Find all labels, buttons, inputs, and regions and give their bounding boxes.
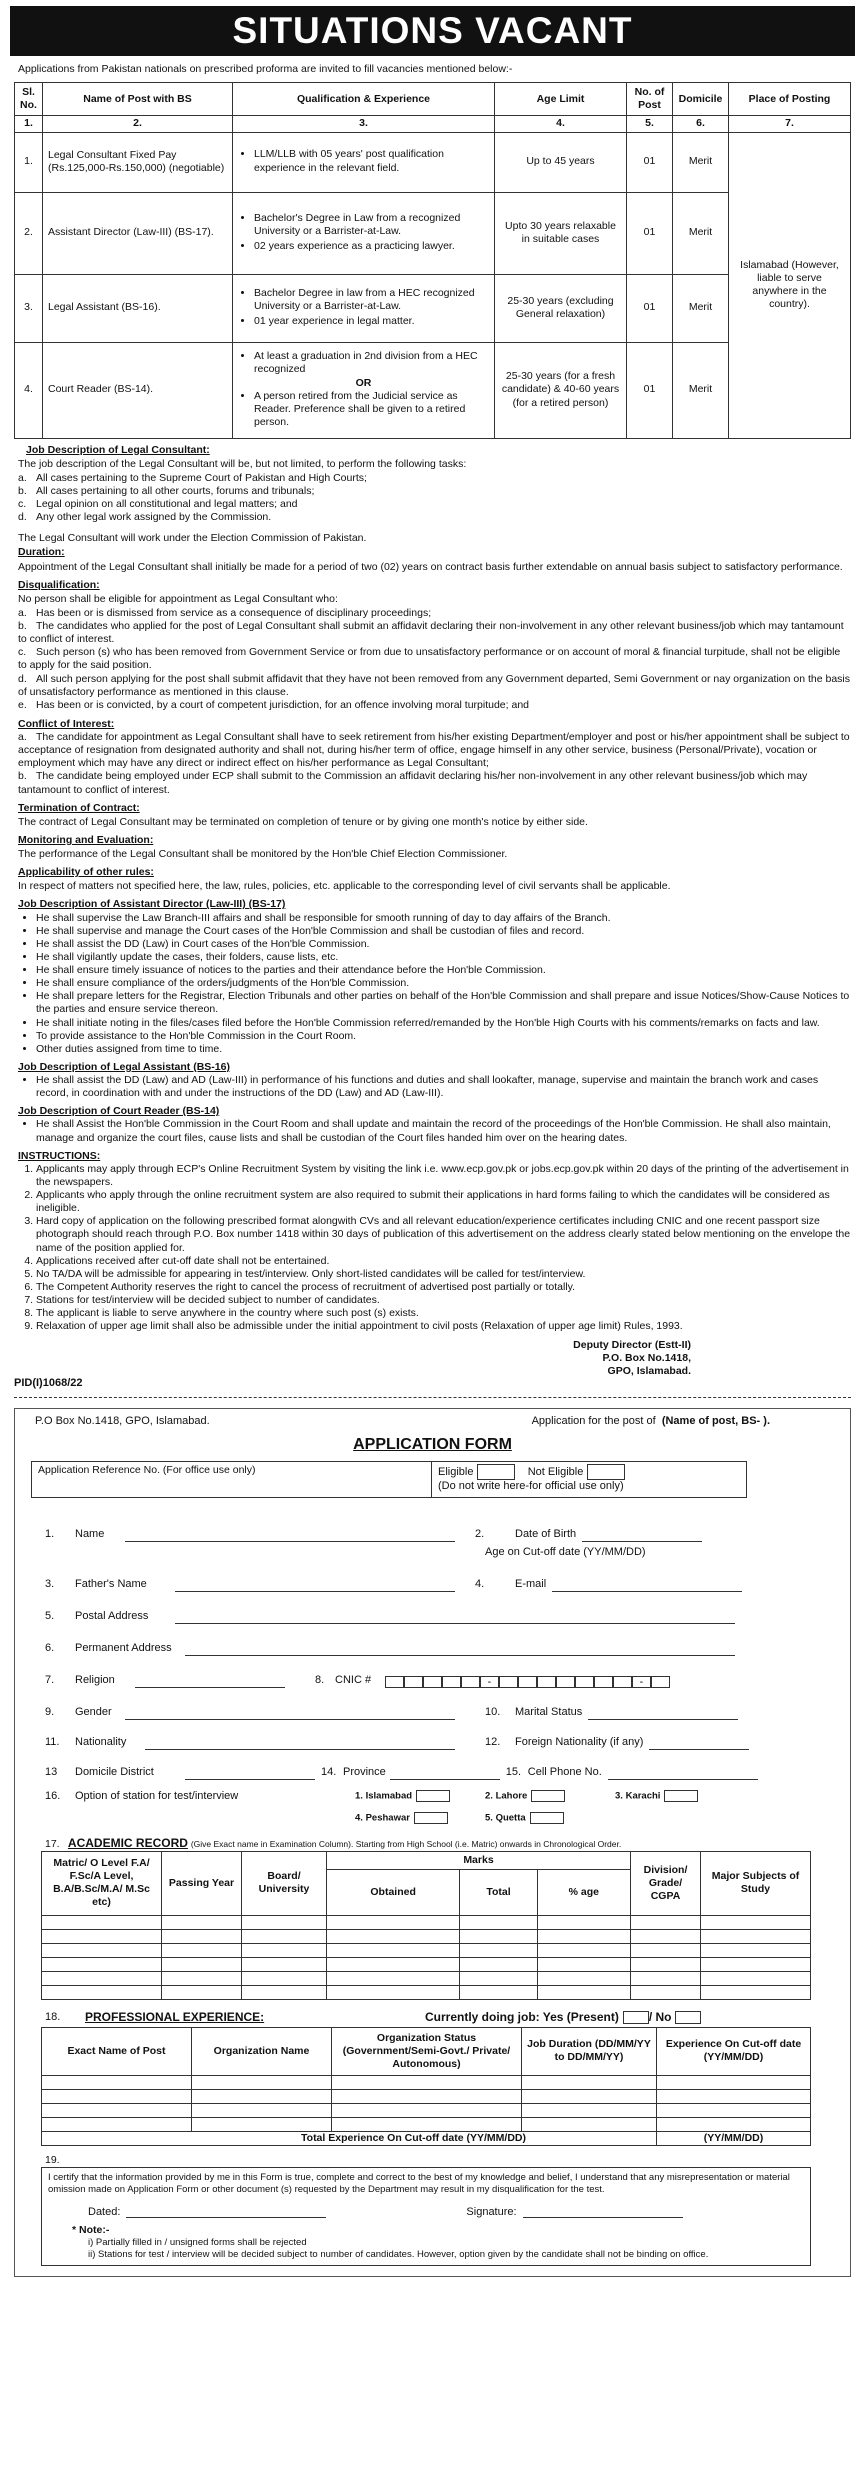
paragraph: The contract of Legal Consultant may be terminated on completion of tenure or by giving one month's notice by either side.: [18, 815, 588, 828]
professional-title: PROFESSIONAL EXPERIENCE:: [85, 2009, 265, 2024]
personal-fields: [25, 1510, 840, 1830]
academic-header: Obtained: [327, 1869, 460, 1915]
section-heading: Duration:: [18, 546, 65, 559]
gender-field[interactable]: [125, 1708, 455, 1720]
paragraph: In respect of matters not specified here, the law, rules, policies, etc. applicable to the corresponding level of civil servants shall be applicable.: [18, 880, 671, 893]
header-posting: Place of Posting: [729, 83, 851, 116]
cell-post: Legal Assistant (BS-16).: [43, 274, 233, 342]
qual-item: • At least a graduation in 2nd division from a HEC recognized: [254, 350, 489, 376]
academic-note: (Give Exact name in Examination Column). Starting from High School (i.e. Matric) onwards in Chronological Order.: [190, 1838, 622, 1849]
total-experience-field[interactable]: (YY/MM/DD): [657, 2131, 811, 2145]
permanent-address-field[interactable]: [185, 1644, 735, 1656]
postal-address-label: Postal Address: [75, 1609, 149, 1622]
cell-sl: 2.: [15, 192, 43, 274]
name-label: Name: [75, 1527, 105, 1540]
table-row[interactable]: [42, 2117, 811, 2131]
form-title: APPLICATION FORM: [353, 1435, 512, 1453]
dob-field[interactable]: [582, 1530, 702, 1542]
cnic-digit-box[interactable]: [575, 1676, 594, 1688]
list-item: • He shall prepare letters for the Registrar, Election Tribunals and other parties on behalf of the Hon'ble Commission and shall prepare and issue Notices/Show-Cause Notices to the parties and ensure service thereon.: [36, 990, 851, 1016]
qual-item: • LLM/LLB with 05 years' post qualification experience in the relevant field.: [254, 148, 489, 174]
paragraph: Appointment of the Legal Consultant shall initially be made for a period of two (02) years on contract basis further extendable on annual basis subject to satisfactory performance.: [18, 560, 843, 573]
qual-item: • Bachelor's Degree in Law from a recognized University or a Barrister-at-Law.: [254, 212, 489, 238]
office-use-box: [31, 1461, 747, 1498]
academic-header: Major Subjects of Study: [701, 1851, 811, 1915]
field-number: 7.: [45, 1673, 55, 1686]
list-item: b. The candidate being employed under ECP shall submit to the Commission an affidavit declaring his/her non-involvement in any other relevant business/job which may tantamount to conflict of interest.: [18, 770, 808, 796]
cnic-digit-box[interactable]: [404, 1676, 423, 1688]
section-heading: INSTRUCTIONS:: [18, 1149, 101, 1162]
field-number: 2.: [475, 1527, 485, 1540]
cell-qual: [233, 342, 495, 438]
field-number: 13: [45, 1765, 58, 1778]
cell-post: Court Reader (BS-14).: [43, 342, 233, 438]
professional-section-title: 18. PROFESSIONAL EXPERIENCE: Currently doing job: Yes (Present) / No: [25, 2010, 840, 2025]
table-row: [15, 132, 851, 192]
list-item: b. The candidates who applied for the post of Legal Consultant shall submit an affidavit declaring their non-involvement in any other relevant business/job which may tantamount to conflict of interest.: [18, 620, 844, 646]
station-option[interactable]: 2. Lahore: [485, 1790, 615, 1808]
cnic-digit-box[interactable]: [385, 1676, 404, 1688]
foreign-nationality-field[interactable]: [649, 1738, 749, 1750]
office-note: (Do not write here-for official use only): [438, 1480, 624, 1493]
religion-label: Religion: [75, 1673, 115, 1686]
qual-or: OR: [355, 376, 372, 389]
vacancy-table: [14, 82, 851, 438]
professional-header: Organization Status (Government/Semi-Govt./ Private/ Autonomous): [332, 2027, 522, 2075]
qual-item: • A person retired from the Judicial service as Reader. Preference shall be given to a retired person.: [254, 390, 489, 429]
page-title: SITUATIONS VACANT: [10, 6, 855, 56]
professional-table: [41, 2027, 811, 2146]
list-item: c. Such person (s) who has been removed from Government Service or from due to unsatisfactory performance or on account of moral & financial turpitude, shall not be eligible to apply for the said position.: [18, 646, 841, 672]
table-row: [15, 342, 851, 438]
cell-domicile: Merit: [673, 132, 729, 192]
list-item: e. Has been or is convicted, by a court of competent jurisdiction, for an offence involving moral turpitude; and: [18, 698, 529, 711]
field-number: 16.: [45, 1789, 61, 1802]
intro-text: Applications from Pakistan nationals on prescribed proforma are invited to fill vacancies mentioned below:-: [18, 63, 513, 75]
cnic-digit-box[interactable]: [461, 1676, 480, 1688]
list-item: d. Any other legal work assigned by the Commission.: [18, 511, 272, 524]
section-heading: Job Description of Court Reader (BS-14): [18, 1105, 220, 1118]
cell-age: 25-30 years (for a fresh candidate) & 40-60 years (for a retired person): [495, 342, 627, 438]
list-item: d. All such person applying for the post shall submit affidavit that they have not been removed from any Government departed, Semi Government or nay organization on the basis of unsatisfactory performance as mentioned in this clause.: [18, 672, 851, 698]
marital-status-field[interactable]: [588, 1708, 738, 1720]
list-item: a. The candidate for appointment as Legal Consultant shall have to seek retirement from his/her existing Department/employer and post or his/her appointment shall be subject to acceptance of resignation from designated authority and shall not, during his/her term of office, engage himself in any other service, business (Personal/Private), vocation or employment which may have any direct or indirect effect on his/her performance as Legal Consultant;: [18, 731, 850, 770]
cnic-digit-box[interactable]: [613, 1676, 632, 1688]
col-number: 2.: [43, 116, 233, 132]
qual-item: • Bachelor Degree in law from a HEC recognized University or a Barrister-at-Law.: [254, 287, 489, 313]
dob-label: Date of Birth: [515, 1527, 577, 1540]
cell-sl: 1.: [15, 132, 43, 192]
form-post-hint: (Name of post, BS- ).: [661, 1414, 770, 1427]
academic-header: Passing Year: [162, 1851, 242, 1915]
declaration-box: [41, 2167, 811, 2265]
station-option[interactable]: 1. Islamabad: [355, 1790, 485, 1808]
list-item: 7. Stations for test/interview will be decided subject to number of candidates.: [36, 1294, 851, 1307]
nationality-field[interactable]: [145, 1738, 455, 1750]
table-row: [15, 274, 851, 342]
declaration-text: I certify that the information provided by me in this Form is true, complete and correct to the best of my knowledge and belief, I understand that any misrepresentation or material omission made on Application Form or other document (s) requested by the Department may result in my disqualification for the test.: [48, 2172, 790, 2196]
email-field[interactable]: [552, 1580, 742, 1592]
cell-posts: 01: [627, 342, 673, 438]
list-item: • Other duties assigned from time to time.: [36, 1043, 851, 1056]
cell-qual: [233, 274, 495, 342]
list-item: • He shall vigilantly update the cases, their folders, cause lists, etc.: [36, 951, 851, 964]
paragraph: The Legal Consultant will work under the Election Commission of Pakistan.: [18, 532, 367, 545]
cell-posts: 01: [627, 192, 673, 274]
table-row[interactable]: [42, 1985, 811, 1999]
not-eligible-box[interactable]: [587, 1464, 625, 1480]
academic-table: [41, 1851, 811, 2000]
col-number: 4.: [495, 116, 627, 132]
field-number: 5.: [45, 1609, 55, 1622]
list-item: a. Has been or is dismissed from service as a consequence of disciplinary proceedings;: [18, 606, 432, 619]
cr-duty-list: [18, 1118, 851, 1144]
paragraph: The job description of the Legal Consultant will be, but not limited, to perform the following tasks:: [18, 457, 467, 470]
professional-header: Experience On Cut-off date (YY/MM/DD): [657, 2027, 811, 2075]
province-label: Province: [343, 1765, 386, 1778]
note-label: * Note:-: [72, 2223, 110, 2236]
list-item: • To provide assistance to the Hon'ble Commission in the Court Room.: [36, 1030, 851, 1043]
list-item: • He shall assist the DD (Law) and AD (Law-III) in performance of his functions and duties and shall lookafter, manage, supervise and maintain the branch work and cases record, in coordination with and under the instructions of the DD (Law) and AD (Law-III).: [36, 1074, 851, 1100]
province-field[interactable]: [390, 1768, 500, 1780]
list-item: • He shall supervise the Law Branch-III affairs and shall be responsible for smooth running of day to day affairs of the Branch.: [36, 912, 851, 925]
total-experience-label: Total Experience On Cut-off date (YY/MM/DD): [42, 2131, 657, 2145]
cell-post: Assistant Director (Law-III) (BS-17).: [43, 192, 233, 274]
table-row[interactable]: [42, 2089, 811, 2103]
note-item: i) Partially filled in / unsigned forms shall be rejected: [88, 2236, 307, 2248]
age-cutoff-label: Age on Cut-off date (YY/MM/DD): [485, 1545, 646, 1558]
header-sl: Sl. No.: [15, 83, 43, 116]
field-number: 12.: [485, 1735, 501, 1748]
list-item: • He shall supervise and manage the Court cases of the Hon'ble Commission and shall be custodian of files and record.: [36, 925, 851, 938]
ad-duty-list: [18, 912, 851, 1056]
cell-posts: 01: [627, 274, 673, 342]
no-box[interactable]: [675, 2011, 701, 2024]
field-number: 4.: [475, 1577, 485, 1590]
field-number: 10.: [485, 1705, 501, 1718]
not-eligible-label: Not Eligible: [527, 1466, 584, 1479]
cell-sl: 4.: [15, 342, 43, 438]
cell-domicile: Merit: [673, 192, 729, 274]
signatory-line: GPO, Islamabad.: [607, 1364, 691, 1377]
table-row[interactable]: [42, 1943, 811, 1957]
station-option[interactable]: 3. Karachi: [615, 1790, 745, 1808]
list-item: 5. No TA/DA will be admissible for appearing in test/interview. Only short-listed candidates will be called for test/interview.: [36, 1268, 851, 1281]
list-item: b. All cases pertaining to all other courts, forums and tribunals;: [18, 484, 315, 497]
field-number: 15.: [505, 1765, 522, 1778]
section-heading: Applicability of other rules:: [18, 866, 154, 879]
cell-sl: 3.: [15, 274, 43, 342]
cnic-digit-box[interactable]: [499, 1676, 518, 1688]
table-row[interactable]: [42, 1957, 811, 1971]
list-item: • He shall Assist the Hon'ble Commission in the Court Room and shall update and maintain the record of the proceedings of the Hon'ble Commission. He shall also maintain, manage and organize the court files, cause lists and shall be custodian of the Court files handed him over on the hearing dates.: [36, 1118, 851, 1144]
table-row[interactable]: [42, 1929, 811, 1943]
yes-box[interactable]: [623, 2011, 649, 2024]
cell-age: Upto 30 years relaxable in suitable cases: [495, 192, 627, 274]
list-item: 1. Applicants may apply through ECP's Online Recruitment System by visiting the link i.e. www.ecp.gov.pk or jobs.ecp.gov.pk within 20 days of the printing of the advertisement in the newspapers.: [36, 1163, 851, 1189]
col-number: 1.: [15, 116, 43, 132]
field-number: 1.: [45, 1527, 55, 1540]
section-heading: Conflict of Interest:: [18, 717, 115, 730]
dated-field[interactable]: [126, 2206, 326, 2218]
list-item: c. Legal opinion on all constitutional and legal matters; and: [18, 498, 298, 510]
field-number: 6.: [45, 1641, 55, 1654]
pid-number: PID(I)1068/22: [14, 1377, 83, 1390]
signature-label: Signature:: [466, 2205, 517, 2218]
foreign-nationality-label: Foreign Nationality (if any): [515, 1735, 644, 1748]
section-heading: Termination of Contract:: [18, 801, 140, 814]
header-age: Age Limit: [495, 83, 627, 116]
table-row: [15, 192, 851, 274]
academic-header: Marks: [327, 1851, 631, 1869]
list-item: • He shall initiate noting in the files/cases filed before the Hon'ble Commission referred/remanded by the Hon'ble High Courts with his comments/remarks on facts and law.: [36, 1017, 851, 1030]
religion-field[interactable]: [135, 1676, 285, 1688]
paragraph: The performance of the Legal Consultant shall be monitored by the Hon'ble Chief Election Commissioner.: [18, 848, 508, 860]
domicile-district-field[interactable]: [185, 1768, 315, 1780]
signatory-line: Deputy Director (Estt-II): [573, 1339, 691, 1352]
la-duty-list: [18, 1074, 851, 1100]
list-item: a. All cases pertaining to the Supreme Court of Pakistan and High Courts;: [18, 471, 367, 484]
cnic-digit-box[interactable]: [442, 1676, 461, 1688]
email-label: E-mail: [515, 1577, 547, 1590]
list-item: 8. The applicant is liable to serve anywhere in the country where such post (s) exists.: [36, 1307, 851, 1320]
cnic-dash: -: [632, 1676, 651, 1688]
professional-header: Job Duration (DD/MM/YY to DD/MM/YY): [522, 2027, 657, 2075]
list-item: • He shall assist the DD (Law) in Court cases of the Hon'ble Commission.: [36, 938, 851, 951]
table-row[interactable]: [42, 1971, 811, 1985]
academic-header: Total: [460, 1869, 537, 1915]
academic-header: Division/ Grade/ CGPA: [631, 1851, 701, 1915]
signatory-block: [14, 1339, 691, 1377]
header-domicile: Domicile: [673, 83, 729, 116]
signature-field[interactable]: [523, 2206, 683, 2218]
no-label: / No: [648, 2009, 672, 2024]
cell-phone-label: Cell Phone No.: [527, 1765, 602, 1778]
disqualification-list: [18, 607, 851, 712]
permanent-address-label: Permanent Address: [75, 1641, 172, 1654]
section-heading: Job Description of Legal Assistant (BS-16): [18, 1060, 230, 1073]
cell-phone-field[interactable]: [608, 1768, 758, 1780]
cnic-digit-box[interactable]: [556, 1676, 575, 1688]
form-po-box: P.O Box No.1418, GPO, Islamabad.: [35, 1414, 210, 1427]
academic-section-title: 17. ACADEMIC RECORD (Give Exact name in Examination Column). Starting from High School (i.e. Matric) onwards in Chronological Order.: [45, 1835, 622, 1850]
signatory-line: P.O. Box No.1418,: [602, 1351, 691, 1364]
academic-title: ACADEMIC RECORD: [67, 1835, 188, 1850]
doing-job-label: Currently doing job: Yes (Present): [425, 2009, 619, 2024]
eligibility-cell: [432, 1461, 747, 1497]
eligible-box[interactable]: [477, 1464, 515, 1480]
header-qual: Qualification & Experience: [233, 83, 495, 116]
dated-label: Dated:: [88, 2205, 121, 2218]
col-number: 3.: [233, 116, 495, 132]
qual-item: • 02 years experience as a practicing lawyer.: [254, 240, 489, 253]
cut-line: [14, 1397, 851, 1398]
list-item: • He shall ensure compliance of the orders/judgments of the Hon'ble Commission.: [36, 977, 851, 990]
cnic-dash: -: [480, 1676, 499, 1688]
cell-post: Legal Consultant Fixed Pay (Rs.125,000-Rs.150,000) (negotiable): [43, 132, 233, 192]
cell-domicile: Merit: [673, 274, 729, 342]
academic-header: % age: [537, 1869, 630, 1915]
list-item: 2. Applicants who apply through the online recruitment system are also required to submit their applications in hard forms failing to which the candidates will be considered as ineligible.: [36, 1189, 851, 1215]
station-option[interactable]: 4. Peshawar: [355, 1812, 485, 1830]
header-posts: No. of Post: [627, 83, 673, 116]
domicile-district-label: Domicile District: [75, 1765, 154, 1778]
cnic-label: CNIC #: [335, 1673, 372, 1686]
cnic-digit-box[interactable]: [537, 1676, 556, 1688]
application-form: [14, 1408, 851, 2277]
professional-header: Exact Name of Post: [42, 2027, 192, 2075]
table-row[interactable]: [42, 2103, 811, 2117]
father-name-field[interactable]: [175, 1580, 455, 1592]
cell-age: 25-30 years (excluding General relaxation): [495, 274, 627, 342]
col-number: 6.: [673, 116, 729, 132]
lc-task-list: [18, 472, 851, 525]
cnic-digit-box[interactable]: [594, 1676, 613, 1688]
list-item: 6. The Competent Authority reserves the right to cancel the process of recruitment of advertised post partially or totally.: [36, 1281, 851, 1294]
section-heading: Job Description of Assistant Director (Law-III) (BS-17): [18, 898, 286, 911]
academic-header: Matric/ O Level F.A/ F.Sc/A Level, B.A/B.Sc/M.A/ M.Sc etc): [42, 1851, 162, 1915]
cell-posts: 01: [627, 132, 673, 192]
list-item: 4. Applications received after cut-off date shall not be entertained.: [36, 1255, 851, 1268]
form-for-post: Application for the post of: [531, 1414, 656, 1427]
paragraph: No person shall be eligible for appointment as Legal Consultant who:: [18, 592, 338, 605]
list-item: • He shall ensure timely issuance of notices to the parties and their attendance before the Hon'ble Commission.: [36, 964, 851, 977]
list-item: 9. Relaxation of upper age limit shall also be admissible under the initial appointment to civil posts (Relaxation of upper age limit) Rules, 1993.: [36, 1320, 851, 1333]
station-label: Option of station for test/interview: [75, 1789, 239, 1802]
col-number: 7.: [729, 116, 851, 132]
field-number: 14.: [321, 1765, 337, 1778]
gender-label: Gender: [75, 1705, 112, 1718]
cell-qual: [233, 192, 495, 274]
cell-age: Up to 45 years: [495, 132, 627, 192]
conflict-list: [18, 731, 851, 797]
section-heading: Disqualification:: [18, 578, 100, 591]
field-number: 11.: [45, 1735, 60, 1748]
list-item: 3. Hard copy of application on the following prescribed format alongwith CVs and all relevant education/experience certificates including CNIC and one recent passport size photograph should reach through P.O. Box number 1418 within 30 days of publication of this advertisement on the address clearly stated below mentioning on the envelope the name of the position applied for.: [36, 1215, 851, 1254]
instruction-list: [18, 1163, 851, 1334]
cnic-boxes[interactable]: [385, 1676, 670, 1688]
professional-header: Organization Name: [192, 2027, 332, 2075]
table-row[interactable]: [42, 2075, 811, 2089]
eligible-label: Eligible: [438, 1466, 474, 1479]
note-item: ii) Stations for test / interview will be decided subject to number of candidates. However, option given by the candidate shall not be binding on office.: [88, 2248, 709, 2260]
qual-item: • 01 year experience in legal matter.: [254, 315, 489, 328]
cell-posting: Islamabad (However, liable to serve anywhere in the country).: [729, 132, 851, 438]
field-number: 9.: [45, 1705, 55, 1718]
section-heading: Monitoring and Evaluation:: [18, 833, 154, 846]
cnic-digit-box[interactable]: [651, 1676, 670, 1688]
header-post: Name of Post with BS: [43, 83, 233, 116]
academic-header: Board/ University: [242, 1851, 327, 1915]
field-number: 3.: [45, 1577, 55, 1590]
name-field[interactable]: [125, 1530, 455, 1542]
marital-status-label: Marital Status: [515, 1705, 583, 1718]
field-number: 8.: [315, 1673, 325, 1686]
cnic-digit-box[interactable]: [518, 1676, 537, 1688]
ref-label: Application Reference No. (For office use only): [32, 1461, 432, 1497]
station-option[interactable]: 5. Quetta: [485, 1812, 615, 1830]
nationality-label: Nationality: [75, 1735, 127, 1748]
section-heading: Job Description of Legal Consultant:: [26, 443, 210, 456]
table-row[interactable]: [42, 1915, 811, 1929]
field-number: 19.: [45, 2154, 60, 2167]
father-name-label: Father's Name: [75, 1577, 147, 1590]
postal-address-field[interactable]: [175, 1612, 735, 1624]
cell-domicile: Merit: [673, 342, 729, 438]
station-options: [25, 1790, 840, 1830]
cnic-digit-box[interactable]: [423, 1676, 442, 1688]
cell-qual: [233, 132, 495, 192]
col-number: 5.: [627, 116, 673, 132]
